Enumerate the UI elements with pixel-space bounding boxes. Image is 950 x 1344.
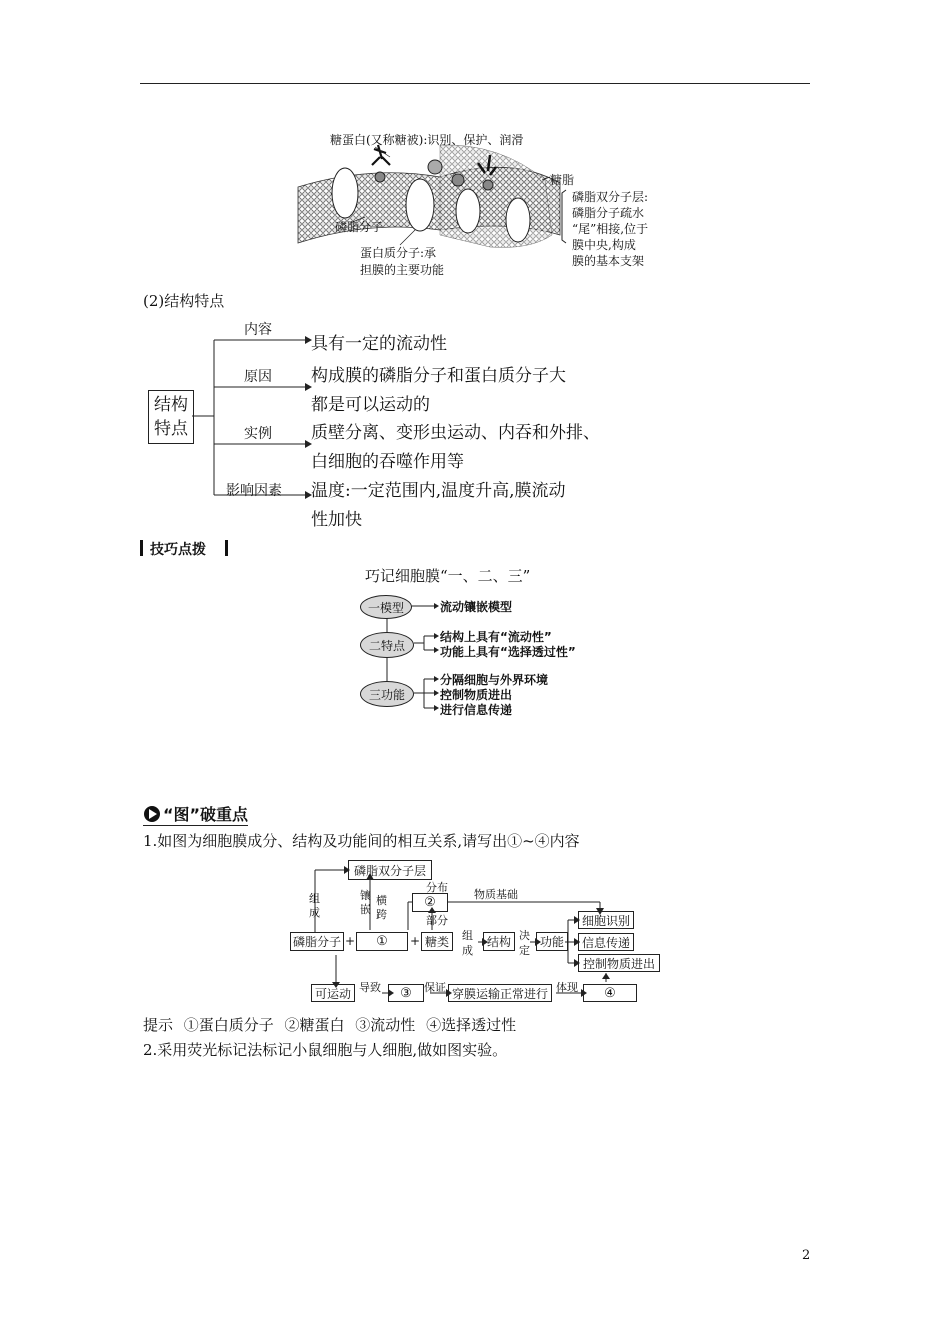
node-recognition: 细胞识别 — [578, 911, 634, 929]
edge-distribute: 分布 — [426, 881, 448, 894]
edge-ensure: 保证 — [424, 981, 446, 994]
tips-function-item-2: 控制物质进出 — [440, 688, 513, 702]
tips-feature: 二特点 — [360, 632, 414, 658]
node-4: ④ — [583, 984, 637, 1002]
tag-bar-left — [140, 540, 143, 556]
feature-root-box: 结构 特点 — [148, 390, 194, 444]
row-text-reason: 构成膜的磷脂分子和蛋白质分子大 都是可以运动的 — [311, 366, 566, 415]
tag-bar-right — [225, 540, 228, 556]
top-rule — [140, 83, 810, 84]
edge-compose-a: 组 — [309, 892, 320, 905]
edge-cross-a: 横 — [376, 894, 387, 907]
edge-part: 部分 — [426, 914, 448, 927]
tips-function-item-3: 进行信息传递 — [440, 703, 513, 717]
tips-feature-item-1: 结构上具有“流动性” — [440, 630, 552, 644]
section-heading: (2)结构特点 — [143, 292, 225, 310]
edge-reflect: 体现 — [556, 981, 578, 994]
edge-embed-a: 镶 — [360, 889, 371, 902]
play-circle-icon — [143, 805, 161, 823]
glycolipid-label: 糖脂 — [550, 173, 575, 187]
row-text-factor: 温度:一定范围内,温度升高,膜流动 性加快 — [311, 481, 566, 530]
edge-compose2-b: 成 — [462, 944, 473, 957]
node-function: 功能 — [536, 932, 568, 951]
hint: 提示 ①蛋白质分子 ②糖蛋白 ③流动性 ④选择透过性 — [143, 1016, 517, 1034]
edge-compose2-a: 组 — [462, 929, 473, 942]
row-text-content: 具有一定的流动性 — [311, 334, 447, 354]
node-bilayer: 磷脂双分子层 — [348, 860, 432, 880]
node-transport: 穿膜运输正常进行 — [448, 984, 552, 1002]
bilayer-label: 磷脂双分子层: 磷脂分子疏水 “尾”相接,位于 膜中央,构成 膜的基本支架 — [572, 190, 649, 268]
node-phospholipid: 磷脂分子 — [290, 932, 344, 951]
tips-title: 巧记细胞膜“一、二、三” — [365, 567, 531, 585]
edge-compose-b: 成 — [309, 906, 320, 919]
row-text-example: 质壁分离、变形虫运动、内吞和外排、 白细胞的吞噬作用等 — [311, 423, 600, 472]
protein-label: 蛋白质分子:承 担膜的主要功能 — [360, 246, 445, 277]
tips-lines — [410, 592, 440, 722]
glycoprotein-label: 糖蛋白(又称糖被):识别、保护、润滑 — [330, 133, 524, 147]
edge-cross-b: 跨 — [376, 908, 387, 921]
node-1: ① — [356, 932, 408, 951]
node-2: ② — [412, 893, 448, 912]
question-2: 2.采用荧光标记法标记小鼠细胞与人细胞,做如图实验。 — [143, 1041, 508, 1059]
tips-feature-item-2: 功能上具有“选择透过性” — [440, 645, 576, 659]
edge-plus-1: + — [345, 934, 356, 948]
node-sugar: 糖类 — [421, 932, 453, 951]
edge-decide-a: 决 — [519, 929, 530, 942]
tips-function-item-1: 分隔细胞与外界环境 — [440, 673, 549, 687]
page-number: 2 — [802, 1248, 811, 1263]
row-label-factor: 影响因素 — [226, 483, 282, 499]
edge-embed-b: 嵌 — [360, 903, 371, 916]
edge-decide-b: 定 — [519, 944, 530, 957]
row-label-content: 内容 — [244, 322, 272, 338]
tips-model: 一模型 — [360, 595, 412, 619]
node-structure: 结构 — [483, 932, 515, 951]
membrane-diagram — [290, 125, 690, 285]
node-control: 控制物质进出 — [578, 954, 660, 972]
question-1: 1.如图为细胞膜成分、结构及功能间的相互关系,请写出①~④内容 — [143, 832, 580, 850]
tips-model-item: 流动镶嵌模型 — [440, 600, 513, 614]
node-3: ③ — [388, 984, 424, 1002]
figure-heading: “图”破重点 — [143, 802, 248, 826]
phospholipid-label: 磷脂分子 — [335, 220, 384, 234]
edge-lead: 导致 — [359, 981, 381, 994]
edge-plus-2: + — [410, 934, 421, 948]
node-movable: 可运动 — [311, 984, 355, 1002]
tips-function: 三功能 — [360, 681, 414, 707]
row-label-example: 实例 — [244, 426, 272, 442]
edge-material: 物质基础 — [474, 888, 518, 901]
tips-tag: 技巧点拨 — [150, 542, 206, 558]
row-label-reason: 原因 — [244, 369, 272, 385]
node-info: 信息传递 — [578, 933, 634, 951]
